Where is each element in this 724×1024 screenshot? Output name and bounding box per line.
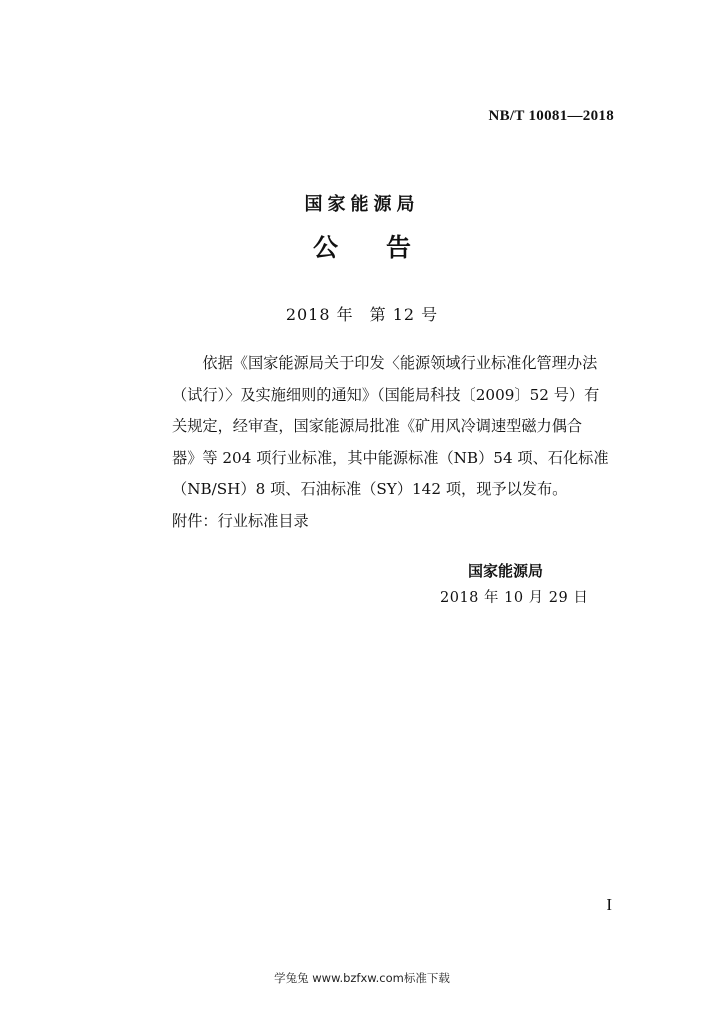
- signature-date: 2018 年 10 月 29 日: [440, 590, 589, 606]
- page-number: I: [606, 895, 612, 914]
- standard-code: NB/T 10081—2018: [488, 108, 614, 124]
- body-line: 依据《国家能源局关于印发〈能源领域行业标准化管理办法: [202, 354, 598, 372]
- body-line: （试行）〉及实施细则的通知》（国能局科技〔2009〕52 号）有: [172, 385, 600, 404]
- notice-title-char-2: 告: [386, 233, 412, 262]
- issue-number: [0, 302, 724, 325]
- body-line: 关规定，经审查，国家能源局批准《矿用风冷调速型磁力偶合: [172, 417, 583, 435]
- issue-sequence: 第 12 号: [369, 305, 439, 324]
- body-line: （NB/SH）8 项、石油标准（SY）142 项，现予以发布。: [172, 480, 568, 498]
- signature-organization: 国家能源局: [468, 562, 544, 580]
- issue-year: 2018 年: [285, 305, 354, 324]
- notice-title: [0, 228, 724, 264]
- footer-watermark: 学兔兔 www.bzfxw.com标准下载: [274, 971, 450, 985]
- attachment-note: 附件：行业标准目录: [172, 512, 309, 530]
- announcement-body: [172, 348, 616, 506]
- issuer-title: 国家能源局: [304, 194, 420, 215]
- notice-title-char-1: 公: [312, 233, 338, 262]
- body-line: 器》等 204 项行业标准，其中能源标准（NB）54 项、石化标准: [172, 448, 609, 467]
